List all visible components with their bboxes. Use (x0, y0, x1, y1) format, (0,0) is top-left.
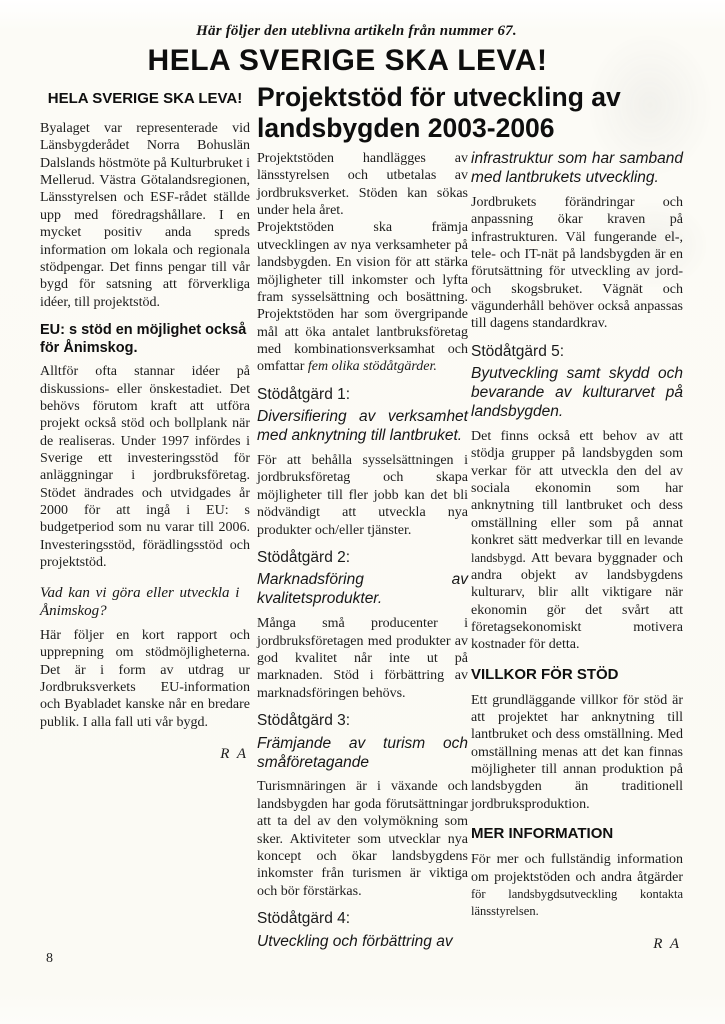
villkor-body: Ett grundläggande villkor för stöd är att projektet har anknytning till lantbruket och dess omställning. Med omställning menas att det kan finnas möjligheter till annan produktion på landsbygden än traditionell jordbruksproduktion. (471, 692, 683, 812)
villkor-heading: VILLKOR FÖR STÖD (471, 665, 619, 683)
left-paragraph-2: Alltför ofta stannar idéer på diskussions- eller önskestadiet. Det behövs förutom kraft att utföra projekt också stöd och bollplank när de realiseras. Under 1997 infördes i Sverige ett investeringsstöd för anläggningar i jordbruksföretag. Stödet ändrades och utvidgades år 2000 för att ingå i EU: s budgetperiod som nu varar till 2006. Investeringsstöd, förädlingsstöd och projektstöd. (40, 364, 250, 571)
article-title: Projektstöd för utveckling av landsbygden 2003-2006 (257, 82, 621, 143)
measure-5-label: Stödåtgärd 5: (471, 342, 565, 360)
measure-5-body (471, 428, 683, 654)
mer-body-small: för landsbygdsutveckling kontakta länsstyrelsen. (471, 886, 683, 919)
measure-4-title-continued: infrastruktur som har samband med lantbrukets utveckling. (471, 150, 683, 186)
measure-4-label: Stödåtgärd 4: (257, 910, 351, 927)
measure-3-body: Turismnäringen är i växande och landsbygden har goda förutsättningar att ta del av den volymökning som sker. Aktiviteter som utvecklar nya koncept och ökar landsbygdens inkomster från turismen är viktiga och bör förstärkas. (257, 779, 468, 899)
mer-information-body (471, 851, 683, 920)
measure-1-label: Stödåtgärd 1: (257, 385, 351, 403)
page-main-title: HELA SVERIGE SKA LEVA! (147, 44, 548, 77)
measure-3-label: Stödåtgärd 3: (257, 712, 351, 730)
left-column (40, 90, 250, 763)
left-column-heading: HELA SVERIGE SKA LEVA! (47, 90, 243, 107)
right-column (471, 150, 683, 953)
mer-body-part1: För mer och fullständig information om projektstöden och andra åtgärder (471, 852, 683, 885)
measure-5-title: Byutveckling samt skydd och bevarande av kulturarvet på landsbygden. (471, 365, 683, 421)
measure-5-body-part2: . Att bevara byggnader och andra objekt av landsbygdens kulturarv, blir allt viktigare när ekonomin gör det svårt att företagsekonomiskt motivera kostnader för detta. (471, 550, 683, 653)
article-intro-1: Projektstöden handlägges av länsstyrelsen och utbetalas av jordbruksverket. Stöden kan sökas under hela året. (257, 151, 468, 219)
subheading-question: Vad kan vi göra eller utveckla i Ånimskog? (40, 584, 240, 620)
author-initials: R A (653, 935, 681, 952)
mer-information-heading: MER INFORMATION (471, 825, 614, 843)
measure-2-title: Marknadsföring av kvalitetsprodukter. (257, 571, 468, 608)
page-number: 8 (46, 951, 53, 966)
left-paragraph-3: Här följer en kort rapport och upprepning om stödmöjligheterna. Det är i form av utdrag ur Jordbruksverkets EU-information och Byabladet kanske når en bredare publik. I alla fall uti vår bygd. (40, 628, 250, 730)
measure-5-body-small: levande landsbygd (471, 533, 683, 565)
left-paragraph-1: Byalaget var representerade vid Länsbygderådet Norra Bohuslän Dalslands höstmöte på Kulturbruket i Mellerud. Västra Götalandsregionen, Länsstyrelsen och ESF-rådet ställde upp med föredragshållare. I en mycket positiv anda spreds information om lokala och regionala stödpengar. Det finns pengar till vår bygd för satsning att förverkliga idéer, till projektstöd. (40, 121, 250, 310)
middle-column (257, 150, 468, 958)
author-initials: R A (220, 746, 248, 763)
measure-1-title: Diversifiering av verksamhet med anknytning till lantbruket. (257, 408, 468, 445)
intro-2-main: Projektstöden ska främja utvecklingen av nya verksamheter på landsbygden. En vision för att stärka möjligheter till inkomster och lyfta fram sysselsättning och bosättning. Projektstöden har som övergripande mål att öka antalet lantbruksföretag med kombinationsverksamhat och omfattar (257, 220, 468, 375)
measure-4-title-start: Utveckling och förbättring av (257, 932, 453, 950)
intro-2-emphasis: fem olika stödåtgärder. (307, 359, 437, 375)
measure-2-label: Stödåtgärd 2: (257, 548, 351, 566)
subheading-eu-stod: EU: s stöd en möjlighet också för Ånimskog. (40, 321, 247, 357)
measure-1-body: För att behålla sysselsättningen i jordbruksföretag och skapa möjligheter till fler jobb kan det bli nödvändigt att utveckla nya produkter och/eller tjänster. (257, 453, 468, 538)
article-intro-2 (257, 219, 468, 375)
editorial-note: Här följer den uteblivna artikeln från nummer 67. (196, 23, 517, 39)
measure-4-body: Jordbrukets förändringar och anpassning ökar kraven på infrastrukturen. Väl fungerande el-, tele- och IT-nät på landsbygden är en förutsättning för utveckling av jord- och skogsbruket. Vägnät och vägunderhåll behöver också anpassas till dagens standardkrav. (471, 194, 683, 332)
measure-5-body-part1: Det finns också ett behov av att stödja grupper på landsbygden som verkar för att utveckla den del av sociala ekonomin som har anknytning till lantbruket och dess omställning eller som på annat konkret sätt medverkar till en (471, 429, 683, 549)
measure-2-body: Många små producenter i jordbruksföretagen med produkter av god kvalitet når inte ut på marknaden. Stöd i förbättring av marknadsföringen behövs. (257, 616, 468, 701)
measure-3-title: Främjande av turism och småföretagande (257, 734, 468, 771)
